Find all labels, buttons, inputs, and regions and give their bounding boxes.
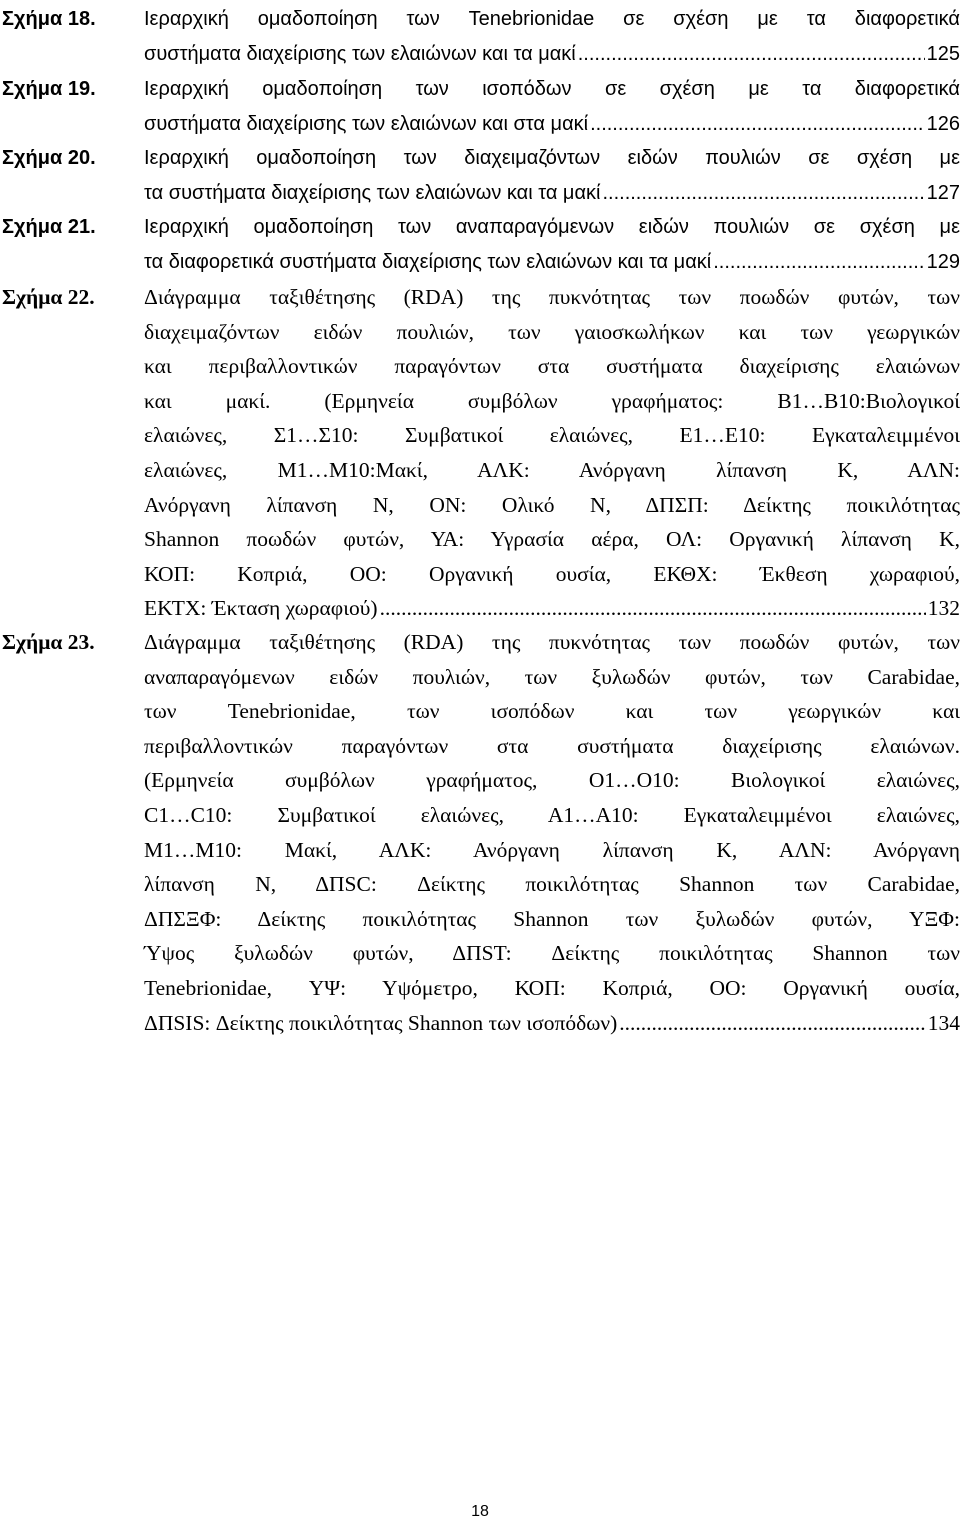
caption-last-line: [144, 1006, 960, 1041]
caption-line: των Tenebrionidae, των ισοπόδων και των γεωργικών και: [144, 699, 960, 724]
caption-line: λίπανση Ν, ΔΠSC: Δείκτης ποικιλότητας Shannon των Carabidae,: [144, 872, 960, 897]
toc-entry[interactable]: [2, 141, 960, 210]
dot-leader: [380, 591, 926, 626]
caption-line: ελαιώνες, Σ1…Σ10: Συμβατικοί ελαιώνες, Ε1…Ε10: Εγκαταλειμμένοι: [144, 423, 960, 448]
caption-line: τα συστήματα διαχείρισης των ελαιώνων και τα μακί: [144, 181, 601, 204]
caption-line: περιβαλλοντικών παραγόντων στα συστήματα διαχείρισης ελαιώνων.: [144, 733, 960, 758]
caption-line: και περιβαλλοντικών παραγόντων στα συστήματα διαχείρισης ελαιώνων: [144, 354, 960, 379]
dot-leader: [602, 176, 924, 211]
figure-caption: [144, 625, 960, 1040]
caption-line: Ύψος ξυλωδών φυτών, ΔΠST: Δείκτης ποικιλότητας Shannon των: [144, 941, 960, 966]
toc-entry[interactable]: [2, 280, 960, 626]
toc-entry[interactable]: [2, 210, 960, 279]
toc-entry[interactable]: [2, 72, 960, 141]
caption-line: Ιεραρχική ομαδοποίηση των ισοπόδων σε σχέση με τα διαφορετικά: [144, 78, 960, 100]
page-ref[interactable]: 125: [926, 42, 960, 65]
figure-label: Σχήμα 21.: [2, 216, 96, 238]
figure-caption: [144, 72, 960, 141]
caption-last-line: [144, 176, 960, 211]
toc-entry[interactable]: [2, 2, 960, 71]
caption-line: Ιεραρχική ομαδοποίηση των αναπαραγόμενων ειδών πουλιών σε σχέση με: [144, 216, 960, 238]
dot-leader: [713, 245, 924, 280]
figure-label: Σχήμα 18.: [2, 8, 96, 30]
dot-leader: [590, 107, 925, 142]
caption-line: Ιεραρχική ομαδοποίηση των διαχειμαζόντων ειδών πουλιών σε σχέση με: [144, 147, 960, 169]
figure-label: Σχήμα 22.: [2, 285, 95, 309]
caption-line: Tenebrionidae, ΥΨ: Υψόμετρο, ΚΟΠ: Κοπριά, ΟΟ: Οργανική ουσία,: [144, 975, 960, 1000]
caption-last-line: [144, 107, 960, 142]
figure-label: Σχήμα 20.: [2, 147, 96, 169]
figure-caption: [144, 141, 960, 210]
figure-label: Σχήμα 19.: [2, 78, 96, 100]
caption-line: (Ερμηνεία συμβόλων γραφήματος, Ο1…Ο10: Βιολογικοί ελαιώνες,: [144, 768, 960, 793]
caption-line: Μ1…Μ10: Μακί, ΑΛΚ: Ανόργανη λίπανση Κ, ΑΛΝ: Ανόργανη: [144, 837, 960, 862]
figure-caption: [144, 210, 960, 279]
caption-line: ΔΠSIS: Δείκτης ποικιλότητας Shannon των ισοπόδων): [144, 1010, 618, 1035]
page-ref[interactable]: 134: [927, 1010, 960, 1035]
caption-line: C1…C10: Συμβατικοί ελαιώνες, Α1…Α10: Εγκαταλειμμένοι ελαιώνες,: [144, 802, 960, 827]
caption-line: Shannon ποωδών φυτών, ΥΑ: Υγρασία αέρα, ΟΛ: Οργανική λίπανση Κ,: [144, 527, 960, 552]
caption-line: και μακί. (Ερμηνεία συμβόλων γραφήματος: Β1…Β10:Βιολογικοί: [144, 388, 960, 413]
caption-line: ΚΟΠ: Κοπριά, ΟΟ: Οργανική ουσία, ΕΚΘΧ: Έκθεση χωραφιού,: [144, 561, 960, 586]
figure-caption: [144, 2, 960, 71]
toc-entry[interactable]: [2, 625, 960, 1040]
page-number: 18: [471, 1503, 489, 1520]
page-ref[interactable]: 127: [926, 181, 960, 204]
caption-line: διαχειμαζόντων ειδών πουλιών, των γαιοσκωλήκων και των γεωργικών: [144, 319, 960, 344]
dot-leader: [619, 1006, 925, 1041]
figure-label: Σχήμα 23.: [2, 630, 95, 654]
caption-line: ΕΚΤΧ: Έκταση χωραφιού): [144, 596, 378, 621]
caption-line: συστήματα διαχείρισης των ελαιώνων και τα μακί: [144, 42, 576, 65]
caption-line: ΔΠΣΞΦ: Δείκτης ποικιλότητας Shannon των ξυλωδών φυτών, ΥΞΦ:: [144, 906, 960, 931]
caption-last-line: [144, 245, 960, 280]
caption-line: Ιεραρχική ομαδοποίηση των Tenebrionidae σε σχέση με τα διαφορετικά: [144, 8, 960, 30]
caption-line: Διάγραμμα ταξιθέτησης (RDA) της πυκνότητας των ποωδών φυτών, των: [144, 630, 960, 654]
figure-caption: [144, 280, 960, 626]
caption-line: τα διαφορετικά συστήματα διαχείρισης των ελαιώνων και τα μακί: [144, 250, 712, 273]
dot-leader: [578, 37, 925, 72]
page-ref[interactable]: 132: [927, 596, 960, 621]
page-ref[interactable]: 126: [926, 112, 960, 135]
caption-line: Ανόργανη λίπανση Ν, ΟΝ: Ολικό Ν, ΔΠΣΠ: Δείκτης ποικιλότητας: [144, 492, 960, 517]
caption-line: Διάγραμμα ταξιθέτησης (RDA) της πυκνότητας των ποωδών φυτών, των: [144, 285, 960, 309]
caption-last-line: [144, 591, 960, 626]
caption-line: ελαιώνες, Μ1…Μ10:Μακί, ΑΛΚ: Ανόργανη λίπανση Κ, ΑΛΝ:: [144, 457, 960, 482]
caption-last-line: [144, 37, 960, 72]
caption-line: αναπαραγόμενων ειδών πουλιών, των ξυλωδών φυτών, των Carabidae,: [144, 664, 960, 689]
page-ref[interactable]: 129: [926, 250, 960, 273]
caption-line: συστήματα διαχείρισης των ελαιώνων και στα μακί: [144, 112, 589, 135]
